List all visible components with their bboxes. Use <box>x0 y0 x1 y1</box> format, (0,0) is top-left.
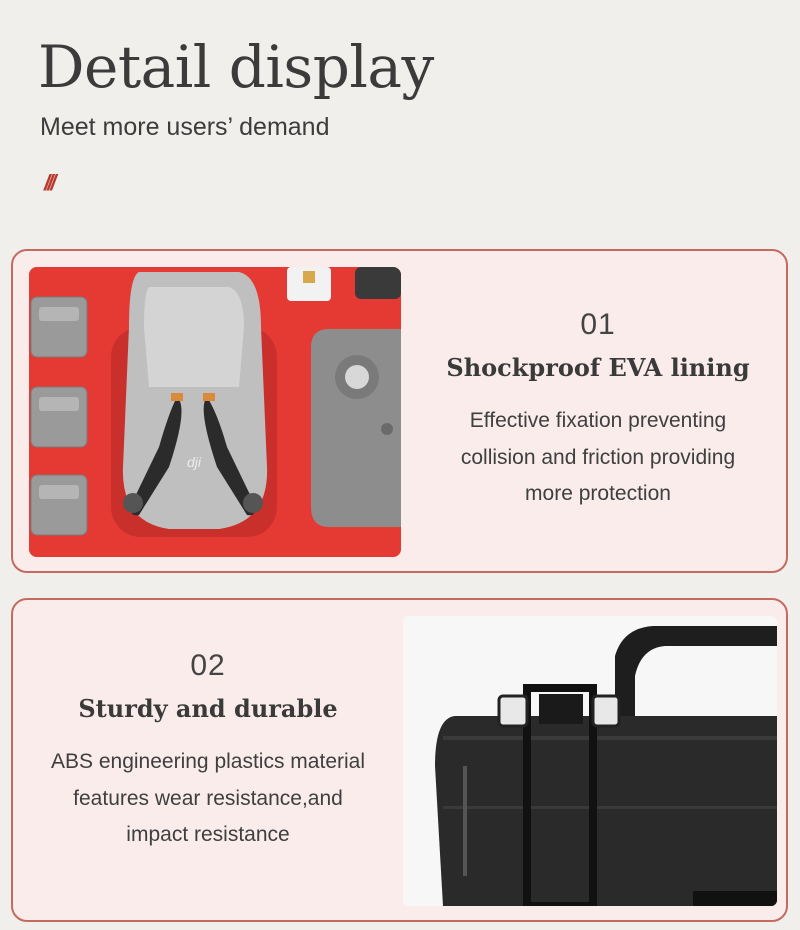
description-line: more protection <box>525 482 671 505</box>
feature-description <box>423 403 773 513</box>
black-hard-case-illustration <box>403 616 777 906</box>
feature-text-1 <box>423 307 773 513</box>
drone-case-photo <box>29 267 401 557</box>
feature-description <box>13 744 403 854</box>
feature-number: 02 <box>190 649 226 682</box>
svg-text:dji: dji <box>187 454 202 470</box>
feature-card-durability <box>11 598 788 922</box>
page-title: Detail display <box>38 33 434 101</box>
feature-heading: Shockproof EVA lining <box>446 353 750 382</box>
description-line: Effective fixation preventing <box>469 409 727 432</box>
feature-text-2 <box>13 648 403 854</box>
description-line: collision and friction providing <box>460 445 736 469</box>
description-line: ABS engineering plastics material <box>51 750 365 773</box>
feature-heading: Sturdy and durable <box>78 694 338 723</box>
description-line: impact resistance <box>126 823 290 846</box>
drone-in-eva-foam-illustration <box>29 267 401 557</box>
hard-case-photo <box>403 616 777 906</box>
decorative-slashes: /// <box>44 170 54 195</box>
feature-number: 01 <box>580 308 616 341</box>
feature-card-eva-lining <box>11 249 788 573</box>
description-line: features wear resistance,and <box>73 786 343 810</box>
page-subtitle: Meet more users’ demand <box>40 113 330 141</box>
